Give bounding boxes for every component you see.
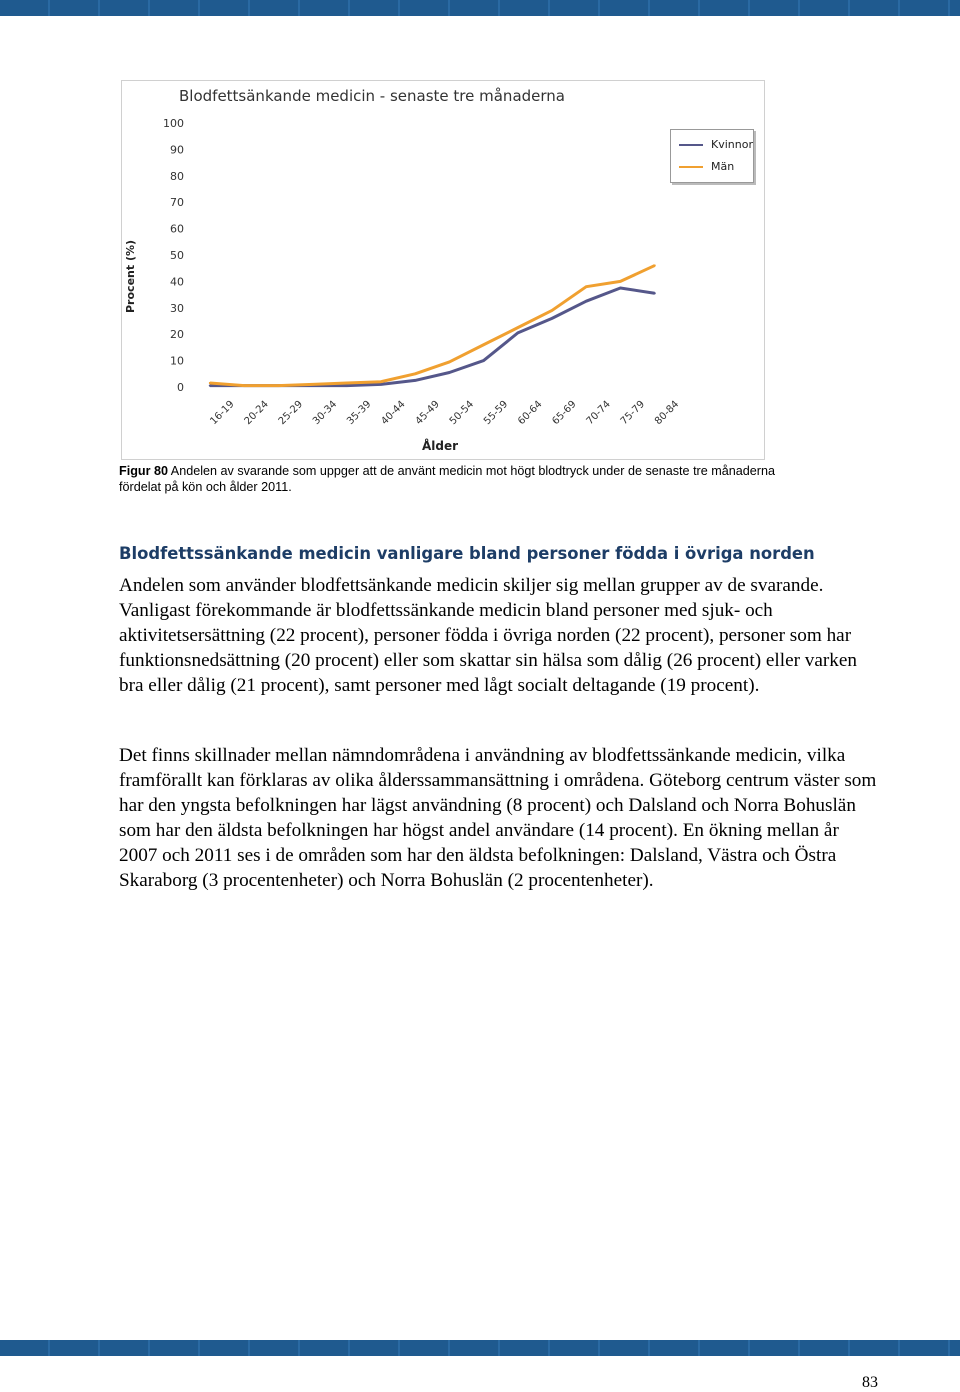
y-tick-label: 10 [170,354,184,368]
data-point [414,373,416,375]
y-tick-label: 60 [170,222,184,236]
figure-caption [119,463,779,495]
data-point [619,287,621,289]
data-point [517,326,519,328]
paragraph-2: Det finns skillnader mellan nämndområdena i användning av blodfettssänkande medicin, vilka framförallt kan förklaras av olika ålderssammansättning i områdena. Göteborg centrum väster som har den yngsta befolkningen har lägst användning (8 procent) och Dalsland och Norra Bohuslän som har den äldsta befolkningen har högst andel användare (14 procent). En ökning mellan år 2007 och 2011 ses i de områden som har den äldsta befolkningen: Dalsland, Västra och Östra Skaraborg (3 procentenheter) och Norra Bohuslän (2 procentenheter). [119,745,877,891]
data-point [380,381,382,383]
series-line-kvinnor [210,288,655,386]
data-point [311,383,313,385]
x-tick-label: 35-39 [345,398,374,428]
data-point [209,382,211,384]
x-tick-label: 30-34 [310,398,340,428]
data-point [209,384,211,386]
figure-caption-label: Figur 80 [119,464,168,478]
chart-container [121,80,765,460]
section-heading: Blodfettssänkande medicin vanligare bland personer födda i övriga norden [119,544,815,563]
chart-title: Blodfettsänkande medicin - senaste tre månaderna [179,87,565,105]
data-point [482,359,484,361]
data-point [585,300,587,302]
x-axis-label: Ålder [422,439,459,453]
x-tick-label: 45-49 [413,398,442,428]
data-point [277,384,279,386]
data-point [414,379,416,381]
x-tick-label: 25-29 [276,398,306,428]
y-tick-label: 20 [170,328,184,342]
data-point [380,383,382,385]
y-tick-label: 80 [170,169,184,183]
x-tick-label: 40-44 [379,398,408,428]
y-tick-label: 30 [170,301,184,315]
x-tick-label: 55-59 [481,398,511,428]
legend-swatch-kvinnor [679,144,703,146]
data-point [448,371,450,373]
legend-item-kvinnor [679,138,753,151]
y-tick-label: 90 [170,143,184,157]
data-point [653,264,655,266]
x-tick-label: 50-54 [447,398,477,428]
paragraph-1: Andelen som använder blodfettsänkande medicin skiljer sig mellan grupper av de svarande. Vanligast förekommande är blodfettssänkande medicin bland personer med sjuk- och aktivitetsersättning (22 procent), personer födda i övriga norden (22 procent), personer som har funktionsnedsättning (20 procent) eller som skattar sin hälsa som dålig (26 procent) eller varken bra eller dålig (21 procent), samt personer med lågt socialt deltagande (19 procent). [119,575,857,696]
figure-caption-text: Andelen av svarande som uppger att de använt medicin mot högt blodtryck under de senaste tre månaderna fördelat på kön och ålder 2011. [119,464,775,494]
data-point [346,382,348,384]
top-decorative-band [0,0,960,16]
data-point [585,285,587,287]
line-chart [122,81,764,459]
y-tick-label: 40 [170,275,184,289]
x-tick-label: 65-69 [550,398,579,428]
x-tick-label: 60-64 [516,398,545,428]
data-point [346,384,348,386]
legend-item-man [679,160,734,173]
data-point [517,332,519,334]
y-tick-label: 0 [177,381,184,394]
data-point [448,361,450,363]
data-point [243,384,245,386]
legend-label-kvinnor: Kvinnor [711,138,753,151]
y-tick-label: 100 [163,117,184,130]
data-point [482,344,484,346]
data-point [551,309,553,311]
series-line-man [210,266,655,386]
page-number: 83 [862,1374,878,1391]
chart-legend [670,129,754,183]
data-point [551,317,553,319]
x-tick-label: 80-84 [652,398,682,428]
legend-label-man: Män [711,160,735,173]
x-tick-label: 75-79 [618,398,648,428]
data-point [619,280,621,282]
data-point [653,292,655,294]
y-axis-label: Procent (%) [124,239,137,313]
x-tick-label: 16-19 [208,398,237,428]
x-tick-label: 20-24 [242,398,271,428]
x-tick-label: 70-74 [584,398,613,428]
legend-swatch-man [679,166,703,168]
y-tick-label: 70 [170,196,184,210]
bottom-decorative-band [0,1340,960,1356]
y-tick-label: 50 [170,249,184,262]
